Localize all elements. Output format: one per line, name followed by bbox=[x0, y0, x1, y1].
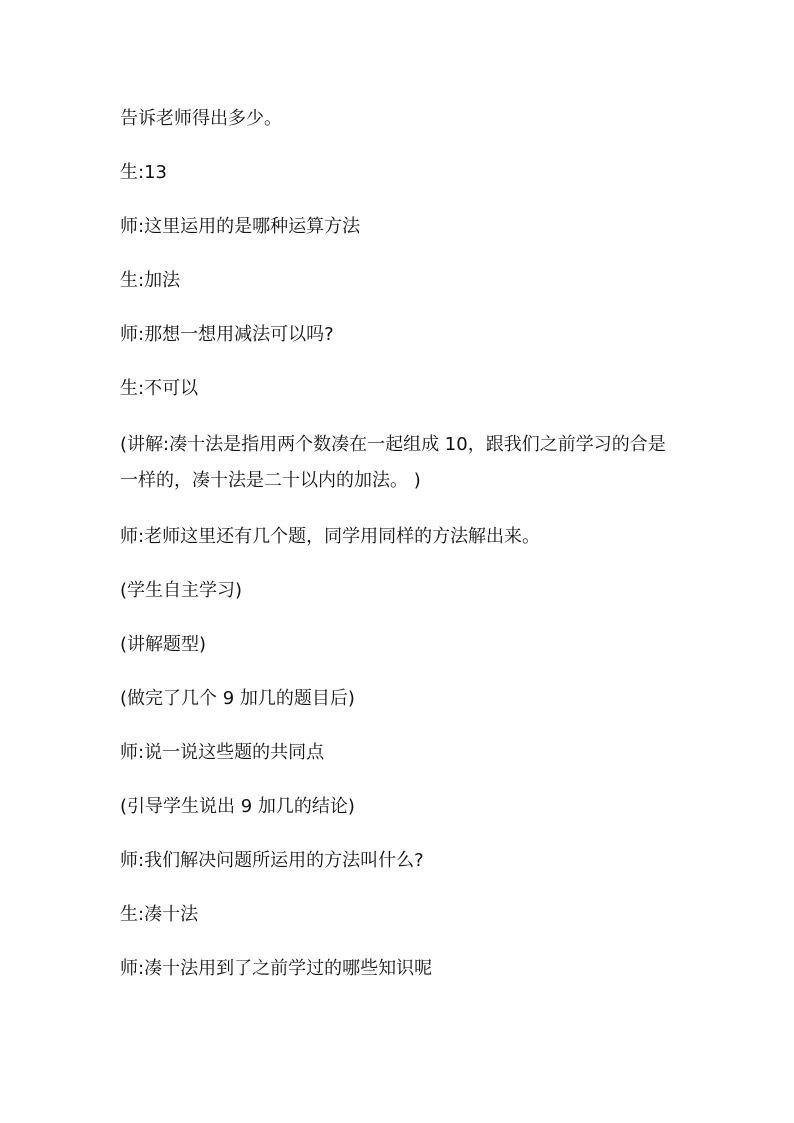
paragraph: 生:13 bbox=[120, 162, 167, 183]
paragraph: (讲解题型) bbox=[120, 634, 207, 655]
paragraph: 告诉老师得出多少。 bbox=[120, 108, 282, 129]
paragraph: 生:加法 bbox=[120, 270, 181, 291]
paragraph: 师:我们解决问题所运用的方法叫什么? bbox=[120, 850, 424, 871]
document-body bbox=[120, 103, 680, 1007]
paragraph: 师:说一说这些题的共同点 bbox=[120, 742, 325, 763]
paragraph: 师:那想一想用减法可以吗? bbox=[120, 324, 334, 345]
paragraph: 师:这里运用的是哪种运算方法 bbox=[120, 216, 361, 237]
paragraph: (做完了几个 9 加几的题目后) bbox=[120, 688, 355, 709]
paragraph: (学生自主学习) bbox=[120, 580, 243, 601]
paragraph: 生:凑十法 bbox=[120, 904, 199, 925]
paragraph: 师:老师这里还有几个题，同学用同样的方法解出来。 bbox=[120, 526, 541, 547]
paragraph: (讲解:凑十法是指用两个数凑在一起组成 10，跟我们之前学习的合是一样的，凑十法是二十以内的加法。 ) bbox=[120, 434, 666, 491]
paragraph: (引导学生说出 9 加几的结论) bbox=[120, 796, 355, 817]
paragraph: 师:凑十法用到了之前学过的哪些知识呢 bbox=[120, 958, 433, 979]
paragraph: 生:不可以 bbox=[120, 378, 199, 399]
